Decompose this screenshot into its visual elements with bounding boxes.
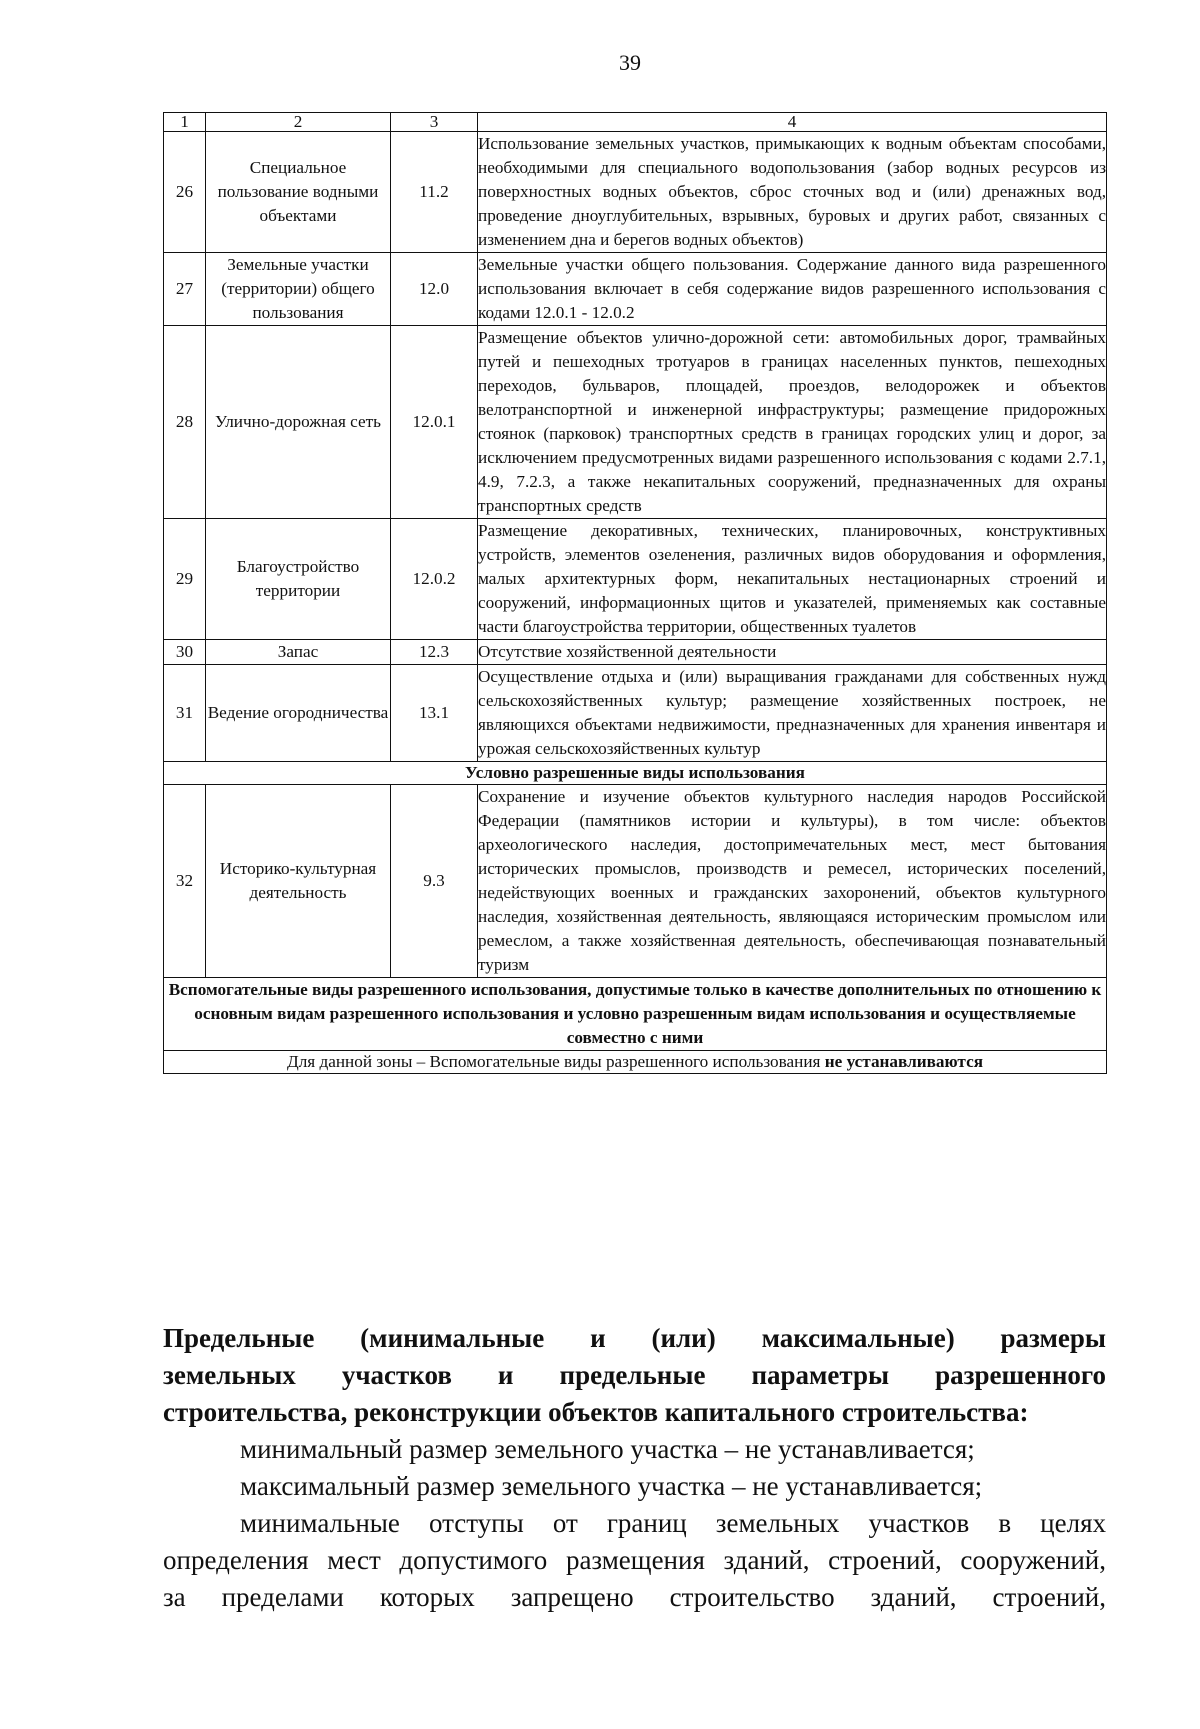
row-number: 32	[164, 785, 206, 978]
setback-line: за пределами которых запрещено строительство зданий, строений,	[163, 1582, 1106, 1612]
header-col-3: 3	[391, 113, 478, 132]
use-type-description: Размещение объектов улично-дорожной сети: автомобильных дорог, трамвайных путей и пешеходных тротуаров в границах населенных пунктов, пешеходных переходов, бульваров, площадей, проездов, велодорожек и объектов велотранспортной и инженерной инфраструктуры; размещение придорожных стоянок (парковок) транспортных средств в границах городских улиц и дорог, за исключением предусмотренных видами разрешенного использования с кодами 2.7.1, 4.9, 7.2.3, а также некапитальных сооружений, предназначенных для охраны транспортных средств	[478, 326, 1107, 519]
setback-line: минимальные отступы от границ земельных участков в целях	[240, 1508, 1106, 1538]
use-type-code: 12.0.1	[391, 326, 478, 519]
header-col-2: 2	[206, 113, 391, 132]
table-row	[164, 253, 1107, 326]
section-row	[164, 1051, 1107, 1074]
use-type-code: 12.0	[391, 253, 478, 326]
header-col-1: 1	[164, 113, 206, 132]
row-number: 31	[164, 665, 206, 762]
table-row	[164, 665, 1107, 762]
page-number: 39	[619, 50, 641, 75]
table-row	[164, 132, 1107, 253]
auxiliary-note-prefix: Для данной зоны – Вспомогательные виды разрешенного использования	[286, 1052, 821, 1071]
use-type-description: Отсутствие хозяйственной деятельности	[478, 640, 1107, 665]
use-type-description: Использование земельных участков, примыкающих к водным объектам способами, необходимыми для специального водопользования (забор водных ресурсов из поверхностных водных объектов, сброс сточных вод и (или) дренажных вод, проведение дноуглубительных, взрывных, буровых и других работ, связанных с изменением дна и берегов водных объектов)	[478, 132, 1107, 253]
use-type-code: 11.2	[391, 132, 478, 253]
row-number: 28	[164, 326, 206, 519]
conditional-uses-title: Условно разрешенные виды использования	[164, 762, 1107, 785]
parameters-heading	[163, 1320, 1106, 1431]
auxiliary-uses-note	[164, 1051, 1107, 1074]
row-number: 29	[164, 519, 206, 640]
use-type-description: Земельные участки общего пользования. Содержание данного вида разрешенного использования включает в себя содержание видов разрешенного использования с кодами 12.0.1 - 12.0.2	[478, 253, 1107, 326]
row-number: 30	[164, 640, 206, 665]
max-size-line: максимальный размер земельного участка – не устанавливается;	[240, 1471, 983, 1501]
use-type-name: Благоустройство территории	[206, 519, 391, 640]
min-size-line: минимальный размер земельного участка – не устанавливается;	[240, 1434, 975, 1464]
use-type-code: 9.3	[391, 785, 478, 978]
table-row	[164, 519, 1107, 640]
use-type-code: 12.3	[391, 640, 478, 665]
auxiliary-uses-title: Вспомогательные виды разрешенного использования, допустимые только в качестве дополнительных по отношению к основным видам разрешенного использования и условно разрешенным видам использования и осуществляемые совместно с ними	[164, 978, 1107, 1051]
use-type-name: Специальное пользование водными объектами	[206, 132, 391, 253]
use-type-name: Запас	[206, 640, 391, 665]
parameters-heading-line: строительства, реконструкции объектов капитального строительства:	[163, 1397, 1029, 1427]
table-row	[164, 326, 1107, 519]
header-col-4: 4	[478, 113, 1107, 132]
table-row	[164, 640, 1107, 665]
use-type-description: Размещение декоративных, технических, планировочных, конструктивных устройств, элементов озеленения, различных видов оборудования и оформления, малых архитектурных форм, некапитальных нестационарных строений и сооружений, информационных щитов и указателей, применяемых как составные части благоустройства территории, общественных туалетов	[478, 519, 1107, 640]
section-row	[164, 762, 1107, 785]
use-type-code: 13.1	[391, 665, 478, 762]
parameters-heading-line: Предельные (минимальные и (или) максимальные) размеры	[163, 1323, 1106, 1353]
row-number: 27	[164, 253, 206, 326]
table-row	[164, 785, 1107, 978]
table-header-row	[164, 113, 1107, 132]
parameters-heading-line: земельных участков и предельные параметры разрешенного	[163, 1360, 1106, 1390]
use-type-description: Сохранение и изучение объектов культурного наследия народов Российской Федерации (памятников истории и культуры), в том числе: объектов археологического наследия, достопримечательных мест, мест бытования исторических промыслов, производств и ремесел, исторических поселений, недействующих военных и гражданских захоронений, объектов культурного наследия, хозяйственная деятельность, являющаяся историческим промыслом или ремеслом, а также хозяйственная деятельность, обеспечивающая познавательный туризм	[478, 785, 1107, 978]
use-type-description: Осуществление отдыха и (или) выращивания гражданами для собственных нужд сельскохозяйственных культур; размещение хозяйственных построек, не являющихся объектами недвижимости, предназначенных для хранения инвентаря и урожая сельскохозяйственных культур	[478, 665, 1107, 762]
setback-line: определения мест допустимого размещения зданий, строений, сооружений,	[163, 1545, 1106, 1575]
section-row	[164, 978, 1107, 1051]
use-type-name: Земельные участки (территории) общего пользования	[206, 253, 391, 326]
auxiliary-note-bold: не устанавливаются	[824, 1052, 983, 1071]
row-number: 26	[164, 132, 206, 253]
land-use-table	[163, 112, 1107, 1074]
use-type-code: 12.0.2	[391, 519, 478, 640]
use-type-name: Ведение огородничества	[206, 665, 391, 762]
use-type-name: Улично-дорожная сеть	[206, 326, 391, 519]
use-type-name: Историко-культурная деятельность	[206, 785, 391, 978]
